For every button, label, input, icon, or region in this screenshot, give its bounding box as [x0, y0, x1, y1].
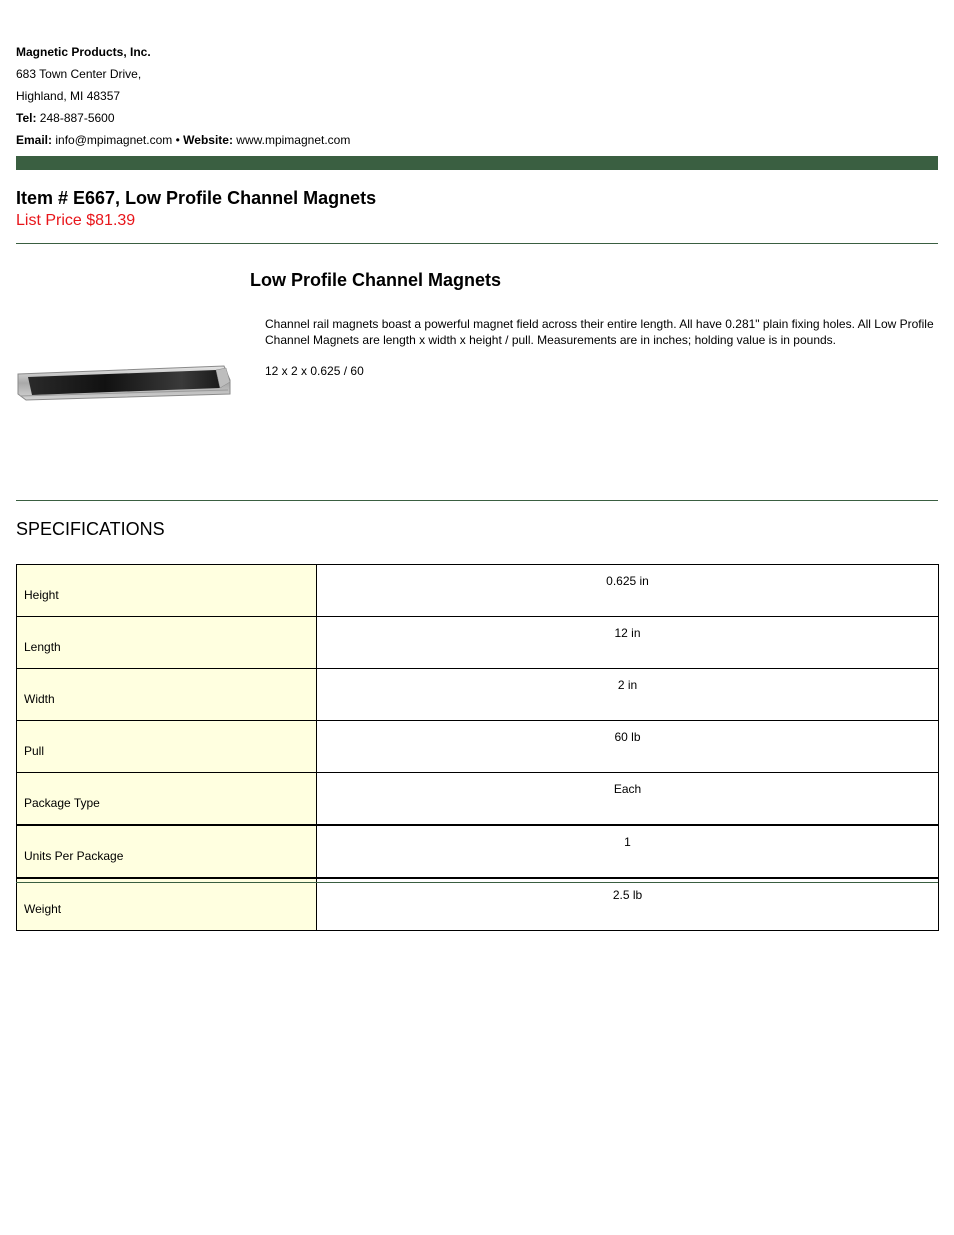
- list-price: List Price $81.39: [16, 212, 136, 229]
- table-row: [17, 669, 939, 721]
- spec-value: 0.625 in: [317, 565, 939, 617]
- product-dimensions: 12 x 2 x 0.625 / 60: [265, 364, 364, 378]
- product-description: Channel rail magnets boast a powerful magnet field across their entire length. All have 0.281" plain fixing holes. All Low Profile Channel Magnets are length x width x height / pull. Measurements are in inches; holding value is in pounds.: [265, 317, 934, 347]
- product-description-block: [265, 316, 937, 394]
- table-row: [17, 565, 939, 617]
- divider: [16, 882, 938, 883]
- specifications-table: [16, 564, 939, 931]
- table-row: [17, 617, 939, 669]
- channel-magnet-image: [16, 360, 232, 404]
- spec-label: Pull: [17, 721, 317, 773]
- table-row: [17, 825, 939, 878]
- contact-separator: •: [175, 133, 180, 147]
- spec-label: Width: [17, 669, 317, 721]
- spec-label: Length: [17, 617, 317, 669]
- spec-value: 2.5 lb: [317, 878, 939, 931]
- table-row: [17, 721, 939, 773]
- spec-value: 1: [317, 825, 939, 878]
- spec-value: 12 in: [317, 617, 939, 669]
- product-heading: Low Profile Channel Magnets: [250, 270, 502, 290]
- spec-label: Units Per Package: [17, 825, 317, 878]
- company-address-line1: 683 Town Center Drive,: [16, 67, 142, 81]
- company-name: Magnetic Products, Inc.: [16, 45, 151, 59]
- tel-value: 248-887-5600: [39, 111, 115, 125]
- company-phone: [16, 107, 350, 129]
- tel-label: Tel:: [16, 111, 37, 125]
- spec-value: Each: [317, 773, 939, 826]
- spec-value: 2 in: [317, 669, 939, 721]
- spec-value: 60 lb: [317, 721, 939, 773]
- website-label: Website:: [183, 133, 233, 147]
- spec-label: Package Type: [17, 773, 317, 826]
- company-info: [16, 41, 350, 151]
- website-value[interactable]: www.mpimagnet.com: [236, 133, 351, 147]
- email-value[interactable]: info@mpimagnet.com: [55, 133, 173, 147]
- table-row: [17, 878, 939, 931]
- email-label: Email:: [16, 133, 53, 147]
- company-contact: [16, 129, 350, 151]
- table-row: [17, 773, 939, 826]
- specifications-heading: SPECIFICATIONS: [16, 519, 165, 539]
- header-divider-bar: [16, 156, 938, 170]
- item-title: Item # E667, Low Profile Channel Magnets: [16, 188, 377, 208]
- spec-label: Height: [17, 565, 317, 617]
- company-address-line2: Highland, MI 48357: [16, 89, 121, 103]
- divider: [16, 243, 938, 244]
- divider: [16, 500, 938, 501]
- spec-label: Weight: [17, 878, 317, 931]
